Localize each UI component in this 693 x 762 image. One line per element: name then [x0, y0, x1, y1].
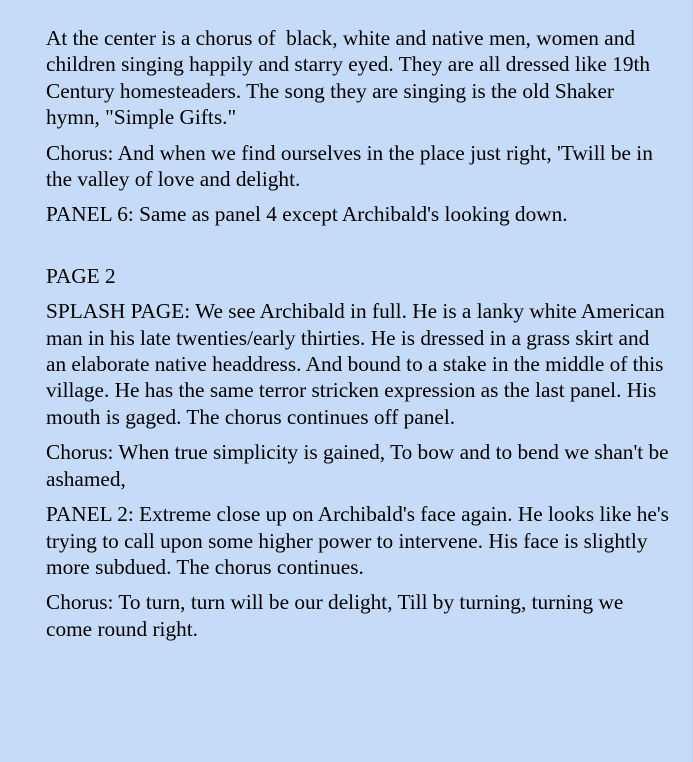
splash-page-paragraph: SPLASH PAGE: We see Archibald in full. He is a lanky white American man in his late twenties/early thirties. He is dressed in a grass skirt and an elaborate native headdress. And bound to a stake in the middle of this village. He has the same terror stricken expression as the last panel. His mouth is gaged. The chorus continues off panel.: [46, 299, 671, 429]
scene-description-paragraph: At the center is a chorus of black, white and native men, women and children singing happily and starry eyed. They are all dressed like 19th Century homesteaders. The song they are singing is the old Shaker hymn, "Simple Gifts.": [46, 26, 656, 130]
panel-6-paragraph: PANEL 6: Same as panel 4 except Archibald's looking down.: [46, 202, 568, 227]
panel-2-paragraph: PANEL 2: Extreme close up on Archibald's face again. He looks like he's trying to call upon some higher power to intervene. His face is slightly more subdued. The chorus continues.: [46, 502, 675, 579]
chorus-line-paragraph: Chorus: When true simplicity is gained, To bow and to bend we shan't be ashamed,: [46, 440, 674, 491]
page-2-heading: PAGE 2: [46, 263, 116, 288]
chorus-line-paragraph: Chorus: To turn, turn will be our delight, Till by turning, turning we come round right.: [46, 590, 629, 641]
chorus-line-paragraph: Chorus: And when we find ourselves in the place just right, 'Twill be in the valley of love and delight.: [46, 140, 659, 192]
